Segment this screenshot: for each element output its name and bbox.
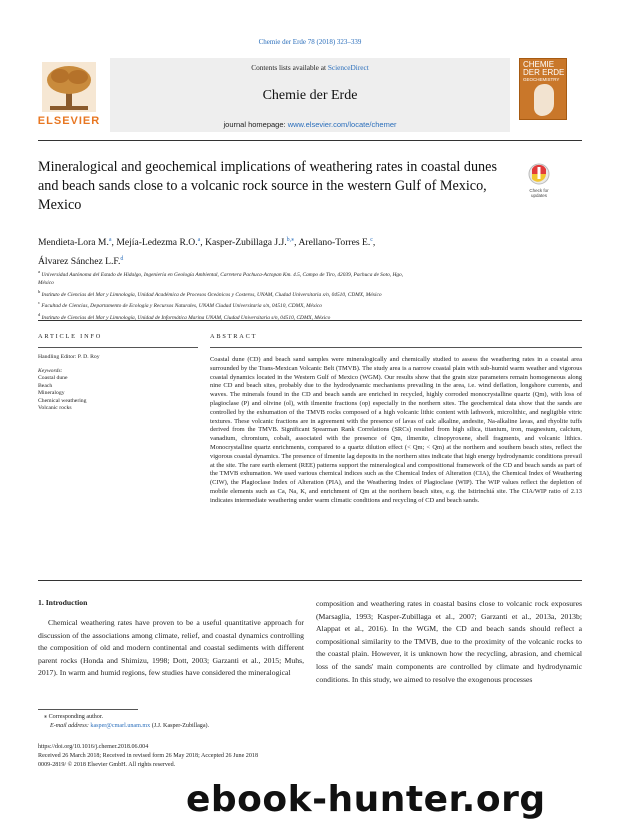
keyword-item: Chemical weathering (38, 397, 87, 404)
cover-artwork (534, 84, 554, 116)
affiliation-text: Instituto de Ciencias del Mar y Limnología, Unidad Académica de Procesos Oceánicos y Costeros, UNAM, Ciudad Universitaria s/n, 04510, CDMX, México (41, 291, 382, 298)
homepage-line (110, 120, 510, 129)
check-for-updates-icon (522, 162, 556, 188)
abstract-heading: ABSTRACT (210, 333, 258, 340)
author-affiliation-marker[interactable]: a (108, 237, 112, 243)
header-rule (38, 140, 582, 141)
badge-text-line-2: updates (530, 193, 547, 198)
handling-editor: Handling Editor: P. D. Roy (38, 354, 100, 360)
author-affiliation-marker[interactable]: b,⁎ (286, 237, 295, 243)
abstract (210, 333, 582, 504)
author-name: Mejía-Ledezma R.O. (116, 237, 198, 249)
email-owner: (J.J. Kasper-Zubillaga). (150, 723, 210, 729)
elsevier-logo[interactable] (32, 58, 106, 132)
email-label: E-mail address: (50, 723, 91, 729)
article-title: Mineralogical and geochemical implications of weathering rates in coastal dunes and beach sands close to a volcanic rock source in the western Gulf of Mexico, Mexico (38, 159, 497, 213)
journal-reference[interactable]: Chemie der Erde 78 (2018) 323–339 (258, 38, 362, 46)
badge-text (522, 188, 556, 198)
check-for-updates-badge[interactable] (522, 162, 556, 196)
introduction-heading: 1. Introduction (38, 598, 88, 607)
contents-line (110, 63, 510, 72)
article-info-heading: ARTICLE INFO (38, 333, 103, 340)
article-info (38, 333, 198, 411)
elsevier-tree-icon (42, 62, 96, 112)
journal-name: Chemie der Erde (262, 88, 358, 103)
author-name: Mendieta-Lora M. (38, 237, 109, 249)
cover-title-line-2: DER ERDE (523, 68, 565, 77)
received-dates: Received 26 March 2018; Received in revised form 26 May 2018; Accepted 26 June 2018 (38, 753, 258, 759)
homepage-prefix: journal homepage: (223, 120, 288, 129)
introduction-left-column: Chemical weathering rates have proven to be a useful quantitative approach for discussion of the associations among climate, relief, and coastal dynamics controlling the composition of old and modern continental and coastal sediments with different parent rocks (Honda and Shimizu, 1998; Dott, 2003; Garzanti et al., 2015; Muhs, 2017). In warm and humid regions, few studies have considered the mineralogical (38, 618, 304, 678)
cover-title-line-1: CHEMIE (523, 60, 555, 69)
affiliation-key: a (38, 269, 40, 274)
affiliation-key: d (38, 311, 41, 317)
author-affiliation-marker[interactable]: c (370, 237, 373, 243)
affiliation-item-continued: México (38, 280, 54, 287)
affiliation-item (38, 299, 583, 310)
author-name: Arellano-Torres E. (298, 237, 371, 249)
sciencedirect-link[interactable]: ScienceDirect (327, 63, 369, 72)
keywords-label: Keywords: (38, 368, 63, 374)
doi-link[interactable]: https://doi.org/10.1016/j.chemer.2018.06.004 (38, 744, 149, 750)
author-name: Álvarez Sánchez L.F. (38, 256, 121, 268)
affiliation-list (38, 268, 583, 322)
email-link[interactable]: kasper@cmarl.unam.mx (90, 723, 151, 729)
article-info-rule (38, 347, 198, 348)
homepage-link[interactable]: www.elsevier.com/locate/chemer (287, 120, 397, 129)
cover-title (523, 61, 564, 77)
keyword-item: Coastal dune (38, 375, 68, 382)
keyword-item: Mineralogy (38, 390, 65, 397)
keyword-item: Volcanic rocks (38, 405, 72, 411)
author[interactable] (205, 237, 298, 248)
corresponding-author-note: ⁎ Corresponding author. (44, 714, 104, 720)
footnote-rule (38, 709, 138, 710)
cover-subtitle: GEOCHEMISTRY (523, 77, 560, 82)
author[interactable] (38, 256, 123, 267)
keyword-item: Beach (38, 382, 53, 389)
affiliation-text: Instituto de Ciencias del Mar y Limnología, Unidad de Informática Marina UNAM, Ciudad Universitaria s/n, 04510, CDMX, México (41, 314, 331, 321)
publisher-logo-text: ELSEVIER (37, 115, 101, 127)
journal-cover[interactable] (519, 58, 567, 120)
introduction-right-column: composition and weathering rates in coastal basins close to volcanic rock exposures (Marsaglia, 1993; Kasper-Zubillaga et al., 2007; Garzanti et al., 2013a, 2013b; Alappat et al., 2016). In the WGM, the CD and beach sands should reflect a compositional similarity to the TMVB, due to the proximity of the volcanic rocks to the coastal plain. However, it is unknown how the recycling, abrasion, and chemical loss of the sands' main components are controlled by climate and hydrodynamic conditions. In this study, we aimed to resolve the exogenous processes (316, 599, 582, 684)
affiliation-key: c (38, 300, 40, 306)
author[interactable] (38, 237, 116, 248)
affiliation-item (38, 268, 583, 279)
abstract-text: Coastal dune (CD) and beach sand samples were mineralogically and chemically studied to assess the weathering rates in a coastal area surrounded by the Trans-Mexican Volcanic Belt (TMVB). The study area is a narrow coastal plain with sub-humid warm weather and vigorous coastal dynamics located in the Western Gulf of Mexico (WGM). Our results show that the grain size parameters remain homogeneous along nine CD and beach sites, probably due to the hydrodynamic mechanisms prevailing in the area, i.e. wind deflation, longshore currents, and waves. The minerals found in the CD and beach sands are enriched in recycled, highly corroded monocrystalline quartz (Qm), with loss of plagioclase (P) and olivine (ol), with ilmenite fractions (op) especially in the northern sites. The geochemical data show that the sands are controlled by the exhumation of the TMVB rocks composed of a high volcanic lithic content with lathwork, microlithic, and negligible vitric textures. These volcanic fractions are in agreement with the presence of lavas of calc alkaline, andesite, Na-alkaline lavas, and rhyolite tuffs derived from the TMVB. Significant Spearman Rank Correlations (SRCs) resulted from high silica, titanium, iron, magnesium, calcium, vanadium, chromium, cobalt, associated with the presence of Qm, ilmenite, clinopyroxene, shell fragments, and volcanic lithics. Monocrystalline quartz enrichments, compared to a quartz dilution effect (< Qm; < Qm) at the northern and southern beach sites, reflect the vigorous coastal dynamics. The presence of ilmenite lag deposits in the northern sites indicate that high energy hydrodynamic conditions prevail at the site. The rare earth element (REE) patterns support the mineralogical and compositional framework of the CD and beach sands as part of the TMVB exhumation. We used various chemical indices such as the Chemical Index of Alteration (CIA), the Chemical Index of Weathering (CIW), the Plagioclase Index of Alteration (PIA), and the Weathering Index of Plagioclase (WIP). The WIP values reflect the depletion of mobile elements such as Ca, Na, K, and enrichment of Qm at the northern beach sites, e.g. the Istirinchiá site. The CIA/WIP ratio of 2.13 indicates intermediate weathering under warm climatic conditions and recycling of CD and beach sands. (210, 356, 582, 504)
author[interactable] (298, 237, 375, 248)
affiliation-key: b (38, 288, 41, 294)
email-line (50, 722, 209, 732)
abstract-bottom-rule (38, 580, 582, 581)
watermark-text: ebook-hunter.org (186, 779, 546, 820)
contents-prefix: Contents lists available at (251, 63, 328, 72)
author-separator: , (200, 237, 206, 249)
affiliation-text: Universidad Autónoma del Estado de Hidalgo, Ingeniería en Geología Ambiental, Carretera Pachuca-Actopan Km. 4.5, Campo de Tiro, 42039, Pachuca de Soto, Hgo, (41, 271, 404, 278)
author-separator: , (294, 237, 299, 249)
author-separator: , (111, 237, 117, 249)
author-name: Kasper-Zubillaga J.J. (205, 237, 287, 249)
affiliation-text: Facultad de Ciencias, Departamento de Ecología y Recursos Naturales, UNAM Ciudad Universitaria s/n, 04510, CDMX, México (41, 303, 322, 310)
author-affiliation-marker[interactable]: a (197, 237, 201, 243)
author-list (38, 232, 578, 270)
author-affiliation-marker[interactable]: d (120, 256, 124, 263)
author-separator: , (372, 237, 376, 249)
affiliation-item (38, 288, 583, 299)
affiliation-rule (38, 320, 582, 321)
abstract-rule (210, 347, 582, 348)
copyright-line: 0009-2819/ © 2018 Elsevier GmbH. All rights reserved. (38, 762, 176, 768)
badge-text-line-1: Check for (529, 188, 549, 193)
author[interactable] (116, 237, 205, 248)
journal-banner (110, 58, 510, 132)
